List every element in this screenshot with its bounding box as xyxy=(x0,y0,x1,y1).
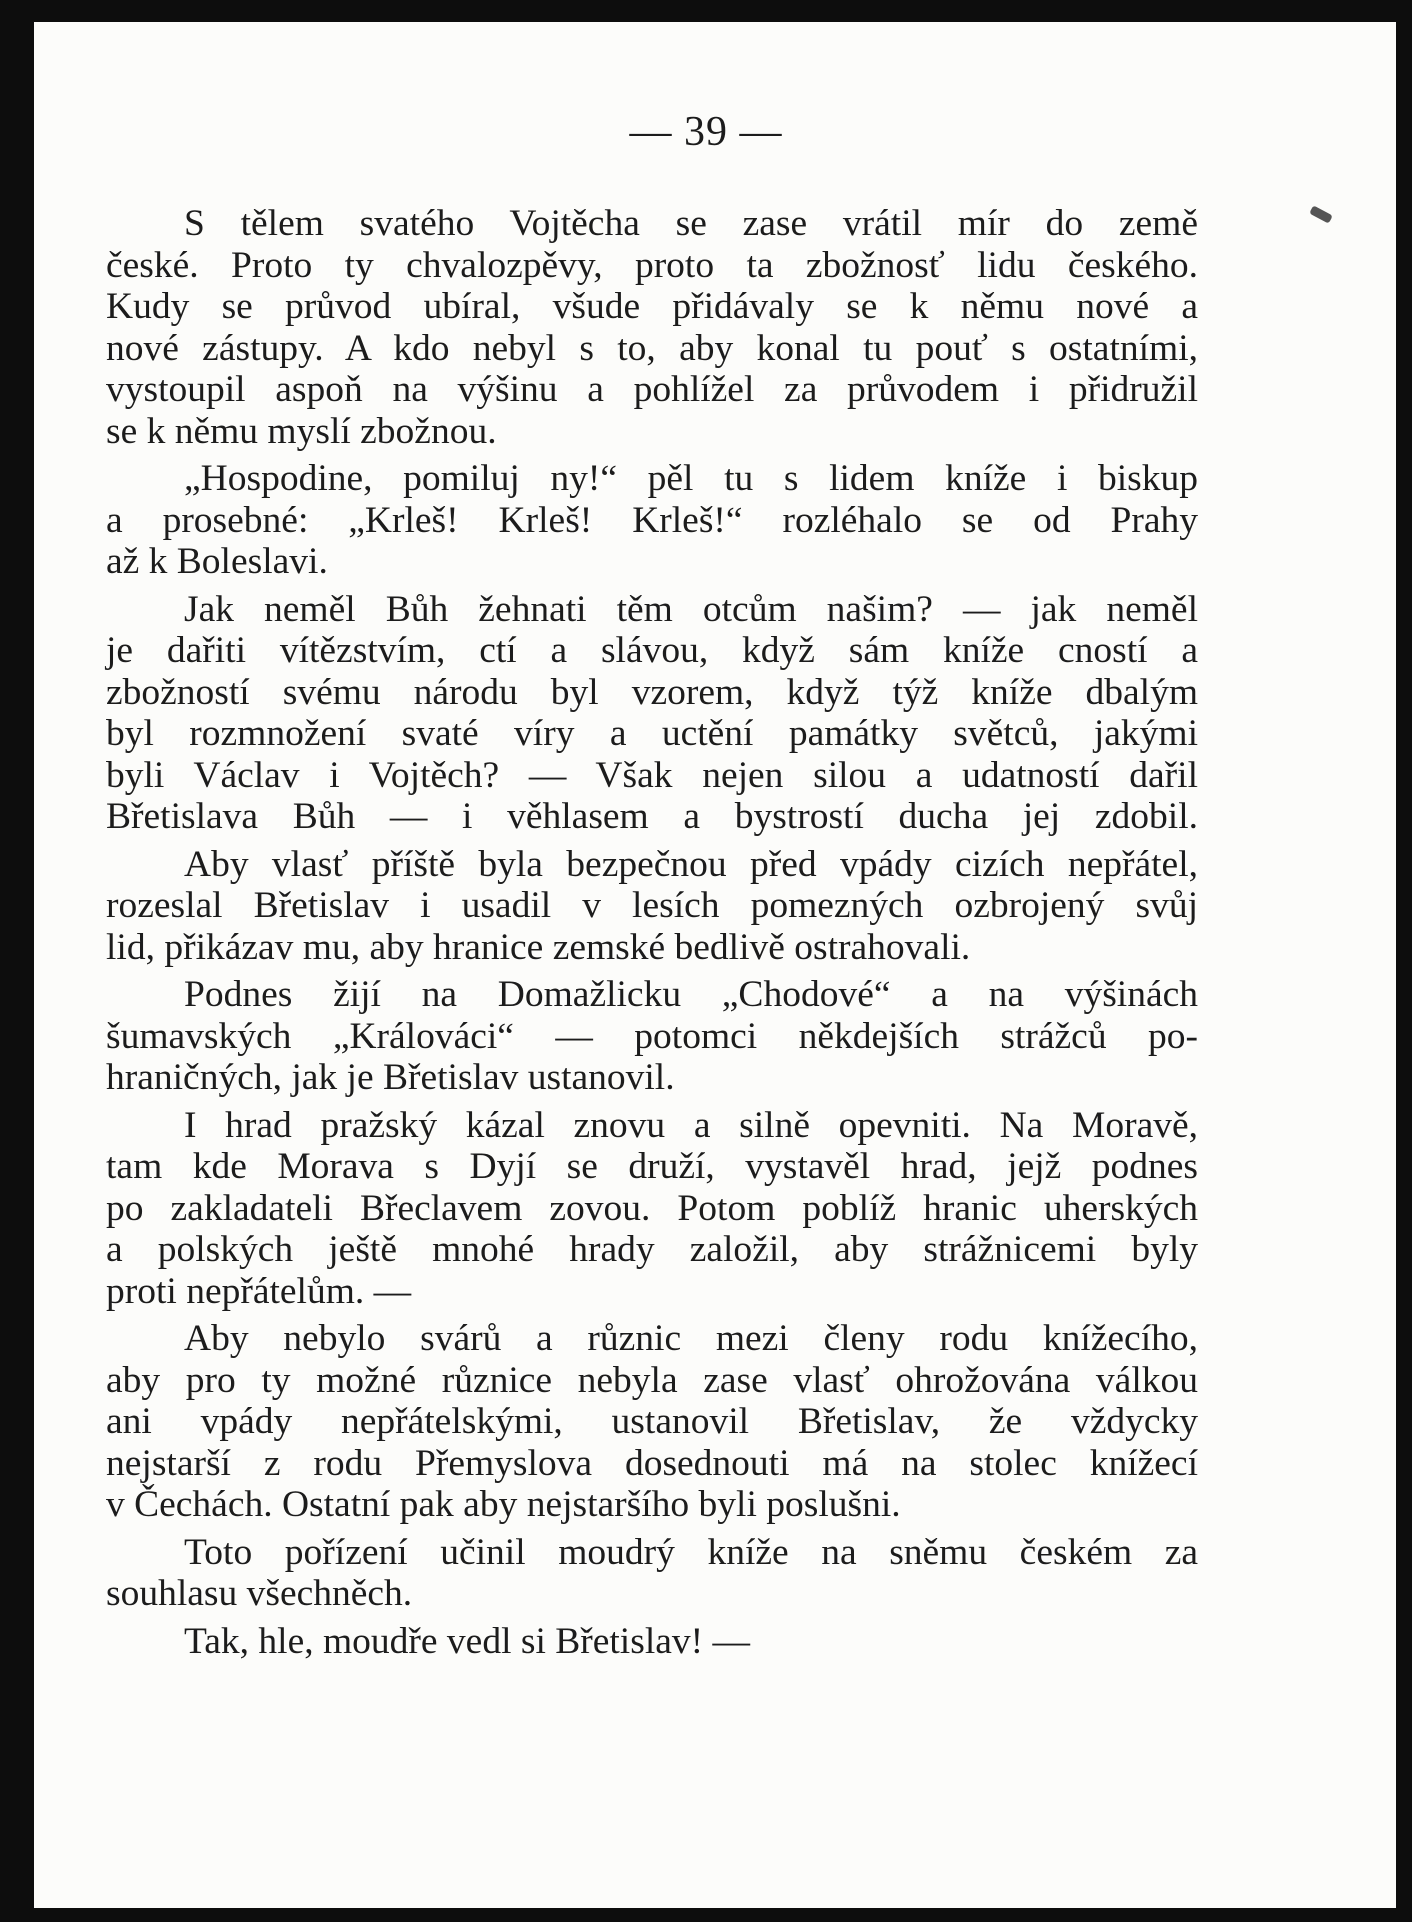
text-line: po zakladateli Břeclavem zovou. Potom poblíž hranic uherských xyxy=(106,1187,1198,1229)
text-line: S tělem svatého Vojtěcha se zase vrátil mír do země xyxy=(184,203,1198,244)
text-line: až k Boleslavi. xyxy=(106,541,328,582)
text-line: je dařiti vítězstvím, ctí a slávou, když sám kníže cností a xyxy=(106,630,1198,671)
text-line: rozeslal Břetislav i usadil v lesích pomezných ozbrojený svůj xyxy=(106,885,1198,926)
text-line: I hrad pražský kázal znovu a silně opevniti. Na Moravě, xyxy=(184,1104,1198,1146)
text-line: šumavských „Králováci“ — potomci někdejších strážců po- xyxy=(106,1015,1198,1057)
text-line: vystoupil aspoň na výšinu a pohlížel za průvodem i přidružil xyxy=(106,369,1198,410)
paragraph-4 xyxy=(106,844,1198,969)
paragraph-7 xyxy=(106,1318,1198,1526)
text-line: v Čechách. Ostatní pak aby nejstaršího byli poslušni. xyxy=(106,1484,901,1525)
text-line: byl rozmnožení svaté víry a uctění památky světců, jakými xyxy=(106,713,1198,754)
paragraph-5 xyxy=(106,974,1198,1099)
text-line: nové zástupy. A kdo nebyl s to, aby konal tu pouť s ostatními, xyxy=(106,327,1198,369)
text-line: Jak neměl Bůh žehnati těm otcům našim? — jak neměl xyxy=(184,588,1198,630)
text-line: nejstarší z rodu Přemyslova dosednouti má na stolec knížecí xyxy=(106,1442,1198,1484)
text-line: „Hospodine, pomiluj ny!“ pěl tu s lidem kníže i biskup xyxy=(184,458,1198,499)
text-line: Tak, hle, moudře vedl si Břetislav! — xyxy=(184,1620,750,1662)
text-line: byli Václav i Vojtěch? — Však nejen silou a udatností dařil xyxy=(106,754,1198,796)
text-line: hraničných, jak je Břetislav ustanovil. xyxy=(106,1057,675,1098)
text-line: české. Proto ty chvalozpěvy, proto ta zbožnosť lidu českého. xyxy=(106,244,1198,286)
body-text xyxy=(106,203,1198,1662)
text-line: ani vpády nepřátelskými, ustanovil Břetislav, že vždycky xyxy=(106,1401,1198,1442)
text-line: zbožností svému národu byl vzorem, když týž kníže dbalým xyxy=(106,671,1198,713)
text-line: se k němu myslí zbožnou. xyxy=(106,410,497,452)
text-line: lid, přikázav mu, aby hranice zemské bedlivě ostrahovali. xyxy=(106,926,971,968)
paragraph-9 xyxy=(106,1621,1198,1663)
paragraph-2 xyxy=(106,458,1198,583)
text-line: souhlasu všechněch. xyxy=(106,1573,413,1614)
text-line: a prosebné: „Krleš! Krleš! Krleš!“ rozléhalo se od Prahy xyxy=(106,499,1198,541)
paragraph-1 xyxy=(106,203,1198,452)
text-line: a polských ještě mnohé hrady založil, aby strážnicemi byly xyxy=(106,1229,1198,1270)
paragraph-3 xyxy=(106,589,1198,838)
text-line: aby pro ty možné různice nebyla zase vlasť ohrožována válkou xyxy=(106,1359,1198,1401)
text-line: proti nepřátelům. — xyxy=(106,1270,412,1312)
page-number: — 39 — xyxy=(629,109,783,155)
text-line: Podnes žijí na Domažlicku „Chodové“ a na výšinách xyxy=(184,974,1198,1015)
text-line: Aby nebylo svárů a různic mezi členy rodu knížecího, xyxy=(184,1318,1198,1359)
text-line: tam kde Morava s Dyjí se druží, vystavěl hrad, jejž podnes xyxy=(106,1146,1198,1187)
text-line: Aby vlasť příště byla bezpečnou před vpády cizích nepřátel, xyxy=(184,843,1198,885)
text-line: Kudy se průvod ubíral, všude přidávaly se k němu nové a xyxy=(106,286,1198,327)
paragraph-6 xyxy=(106,1105,1198,1313)
text-line: Toto pořízení učinil moudrý kníže na sněmu českém za xyxy=(184,1531,1198,1573)
paragraph-8 xyxy=(106,1532,1198,1615)
text-line: Břetislava Bůh — i věhlasem a bystrostí ducha jej zdobil. xyxy=(106,796,1198,837)
